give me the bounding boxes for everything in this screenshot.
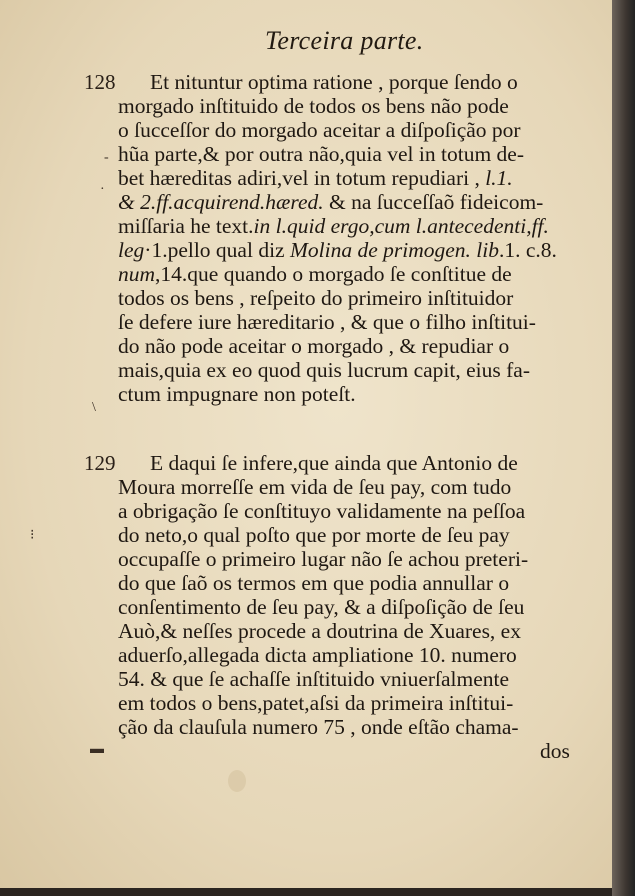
italic-run: l.1. (485, 166, 513, 190)
text-run: .1. c.8. (498, 238, 557, 262)
text-line (118, 667, 509, 691)
text-line (118, 382, 356, 406)
text-line (118, 286, 513, 310)
text-line (118, 691, 513, 715)
text-run: Et nituntur optima ratione , porque ſendo o (150, 70, 518, 94)
text-line (118, 94, 509, 118)
text-run: E daqui ſe infere,que ainda que Antonio de (150, 451, 518, 475)
text-line (118, 214, 549, 238)
italic-run: in l.quid ergo,cum l.antecedenti,ff. (253, 214, 549, 238)
text-line (118, 643, 517, 667)
text-line (118, 547, 528, 571)
paragraph-number: 128 (84, 70, 116, 94)
text-run: hũa parte,& por outra não,quia vel in totum de- (118, 142, 524, 166)
text-run: 54. & que ſe achaſſe inſtituido vniuerſalmente (118, 667, 510, 691)
italic-run: leg (118, 238, 145, 262)
text-run: occupaſſe o primeiro lugar não ſe achou preteri- (118, 547, 529, 571)
text-run: ctum impugnare non poteſt. (118, 382, 356, 406)
text-run: todos os bens , reſpeito do primeiro inſtituidor (118, 286, 514, 310)
margin-mark: - (104, 150, 109, 165)
text-line (118, 595, 524, 619)
text-run: Moura morreſſe em vida de ſeu pay, com tudo (118, 475, 512, 499)
text-line (540, 739, 570, 763)
text-run: do neto,o qual poſto que por morte de ſeu pay (118, 523, 510, 547)
text-run: & na ſucceſſaõ fideicom- (323, 190, 544, 214)
running-header: Terceira parte. (265, 26, 424, 55)
text-line (118, 262, 512, 286)
text-run: ·1.pello qual diz (144, 238, 290, 262)
text-line (150, 70, 518, 94)
text-line (118, 358, 530, 382)
text-line (118, 571, 509, 595)
text-line (118, 715, 519, 739)
text-run: do não pode aceitar o morgado , & repudiar o (118, 334, 510, 358)
text-line (118, 619, 521, 643)
text-line (118, 523, 510, 547)
text-run: miſſaria he text. (118, 214, 254, 238)
margin-mark: · (100, 182, 105, 197)
text-line (118, 166, 513, 190)
book-spine (612, 0, 635, 896)
text-run: o ſucceſſor do morgado aceitar a diſpoſição por (118, 118, 521, 142)
page-edge (0, 888, 612, 896)
text-run: dos (540, 739, 570, 763)
text-line (150, 451, 518, 475)
text-line (118, 475, 511, 499)
italic-run: Molina de primogen. lib (289, 238, 499, 262)
text-run: Auò,& neſſes procede a doutrina de Xuares, ex (118, 619, 521, 643)
text-run: conſentimento de ſeu pay, & a diſpoſição de ſeu (118, 595, 525, 619)
text-run: a obrigação ſe conſtituyo validamente na peſſoa (118, 499, 526, 523)
text-run: ,14.que quando o morgado ſe conſtitue de (155, 262, 512, 286)
text-run: ção da clauſula numero 75 , onde eſtão chama- (118, 715, 519, 739)
paragraph-number: 129 (84, 451, 116, 475)
text-run: aduerſo,allegada dicta ampliatione 10. numero (118, 643, 517, 667)
paper-smudge (228, 770, 246, 792)
italic-run: & 2.ff.acquirend.hæred. (118, 190, 324, 214)
text-run: bet hæreditas adiri,vel in totum repudiari , (118, 166, 486, 190)
text-line (118, 142, 524, 166)
text-run: mais,quia ex eo quod quis lucrum capit, eius fa- (118, 358, 530, 382)
text-line (118, 118, 521, 142)
margin-mark: ▬ (90, 742, 104, 757)
text-run: em todos o bens,patet,aſsi da primeira inſtitui- (118, 691, 514, 715)
text-line (118, 310, 536, 334)
text-run: morgado inſtituido de todos os bens não pode (118, 94, 509, 118)
italic-run: num (118, 262, 156, 286)
text-line (118, 190, 543, 214)
text-line (118, 334, 509, 358)
text-run: do que ſaõ os termos em que podia annullar o (118, 571, 510, 595)
text-run: ſe defere iure hæreditario , & que o filho inſtitui- (118, 310, 536, 334)
margin-mark: ⁝ (30, 528, 35, 543)
margin-mark: \ (92, 400, 96, 415)
text-line (118, 238, 557, 262)
text-line (118, 499, 525, 523)
